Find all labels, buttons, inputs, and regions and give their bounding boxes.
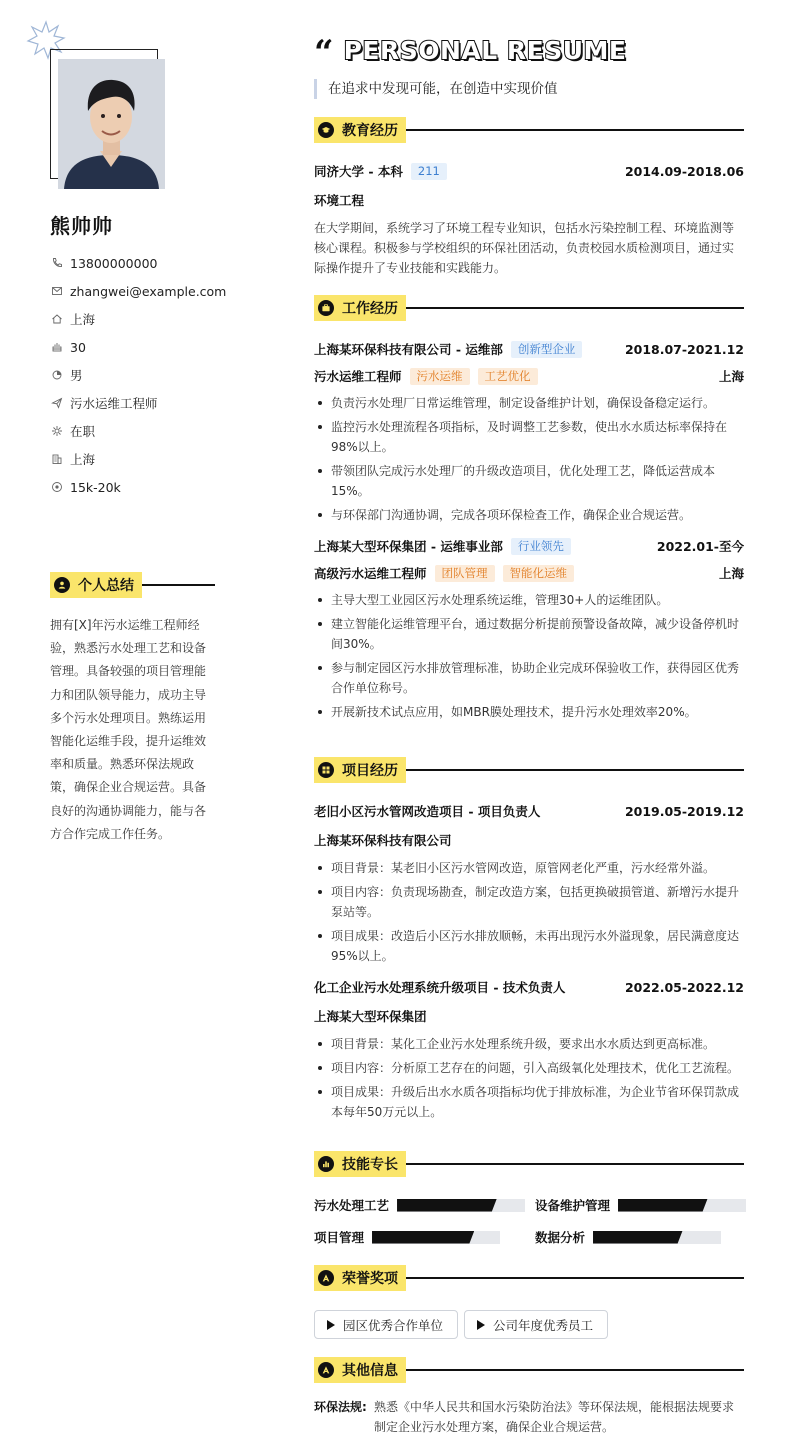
user-icon: [54, 577, 70, 593]
skill-name: 数据分析: [535, 1230, 586, 1245]
project-period: 2019.05-2019.12: [624, 803, 744, 819]
project-bullet: 项目内容：负责现场勘查，制定改造方案，包括更换破损管道、新增污水提升泵站等。: [314, 882, 744, 922]
work-bullet: 主导大型工业园区污水处理系统运维，管理30+人的运维团队。: [314, 590, 744, 610]
other-row: [314, 1397, 744, 1437]
project-header: [314, 802, 744, 820]
city-icon: [50, 452, 64, 466]
summary-divider: [142, 584, 215, 586]
education-title-tag: [314, 117, 406, 143]
education-major: 环境工程: [314, 193, 365, 208]
status-icon: [50, 424, 64, 438]
job-text: 污水运维工程师: [70, 396, 158, 411]
summary-section-header: [50, 572, 215, 598]
work-item-header: [314, 537, 744, 555]
resume-title-text: PERSONAL RESUME: [343, 35, 627, 65]
phone-text: 13800000000: [70, 255, 158, 271]
work-bullet: 负责污水处理厂日常运维管理，制定设备维护计划，确保设备稳定运行。: [314, 393, 744, 413]
skills-title: 技能专长: [342, 1157, 398, 1173]
other-title-tag: [314, 1357, 406, 1383]
project-item: [314, 802, 744, 966]
work-city: 上海: [718, 566, 744, 581]
work-role: 高级污水运维工程师: [314, 566, 427, 581]
slogan: 在追求中发现可能，在创造中实现价值: [314, 79, 558, 99]
work-role-row: [314, 564, 744, 582]
profile-name: 熊帅帅: [50, 214, 113, 238]
award-chip: [464, 1310, 608, 1339]
work-item: [314, 340, 744, 525]
briefcase-icon: [318, 300, 334, 316]
info-salary: [50, 473, 250, 501]
info-location: [50, 305, 250, 333]
work-badge: 行业领先: [511, 538, 571, 555]
work-title-tag: [314, 295, 406, 321]
project-bullet: 项目背景：某化工企业污水处理系统升级，要求出水水质达到更高标准。: [314, 1034, 744, 1054]
projects-section: [314, 757, 744, 1126]
play-icon: [477, 1320, 485, 1330]
work-section-header: [314, 295, 744, 321]
work-tag: 污水运维: [410, 368, 470, 385]
skill-name: 项目管理: [314, 1230, 365, 1245]
award-icon: [318, 1270, 334, 1286]
projects-section-header: [314, 757, 744, 783]
projects-title: 项目经历: [342, 763, 398, 779]
skill-bar-fill: [618, 1199, 708, 1212]
work-divider: [406, 307, 744, 309]
info-job: [50, 389, 250, 417]
other-value: 熟悉《中华人民共和国水污染防治法》等环保法规，能根据法规要求制定企业污水处理方案，确保企业合规运营。: [374, 1400, 735, 1434]
age-text: 30: [70, 339, 86, 355]
award-label: 公司年度优秀员工: [493, 1317, 594, 1333]
location-text: 上海: [70, 312, 96, 327]
project-period: 2022.05-2022.12: [624, 979, 744, 995]
skill-bar: [618, 1199, 746, 1212]
skills-title-tag: [314, 1151, 406, 1177]
summary-text: 拥有[X]年污水运维工程师经验，熟悉污水处理工艺和设备管理。具备较强的项目管理能力和团队领导能力，成功主导多个污水处理项目。熟练运用智能化运维手段，提升运维效率和质量。熟悉环保法规政策，确保企业合规运营。具备良好的沟通协调能力，能与各方合作完成工作任务。: [50, 618, 207, 841]
project-bullets: [314, 1034, 744, 1122]
skill-item: [535, 1197, 746, 1213]
work-item-header: [314, 340, 744, 358]
work-bullets: [314, 393, 744, 525]
age-icon: [50, 340, 64, 354]
other-section-header: [314, 1357, 744, 1383]
job-icon: [50, 396, 64, 410]
project-name: 化工企业污水处理系统升级项目 - 技术负责人: [314, 980, 566, 995]
work-role: 污水运维工程师: [314, 369, 402, 384]
work-item: [314, 537, 744, 722]
salary-icon: [50, 480, 64, 494]
work-tag: 团队管理: [435, 565, 495, 582]
info-phone: [50, 249, 250, 277]
email-text: zhangwei@example.com: [70, 283, 227, 299]
contact-info-list: [50, 249, 250, 501]
play-icon: [327, 1320, 335, 1330]
work-period: 2022.01-至今: [656, 539, 744, 554]
project-header: [314, 978, 744, 996]
work-city: 上海: [718, 369, 744, 384]
skill-bar-fill: [397, 1199, 497, 1212]
summary-title: 个人总结: [78, 578, 134, 594]
skills-section: [314, 1151, 744, 1177]
awards-divider: [406, 1277, 744, 1279]
work-bullet: 与环保部门沟通协调，完成各项环保检查工作，确保企业合规运营。: [314, 505, 744, 525]
other-divider: [406, 1369, 744, 1371]
status-text: 在职: [70, 424, 96, 439]
home-icon: [50, 312, 64, 326]
resume-title: [314, 30, 627, 73]
grid-icon: [318, 762, 334, 778]
work-title: 工作经历: [342, 301, 398, 317]
work-bullet: 参与制定园区污水排放管理标准，协助企业完成环保验收工作，获得园区优秀合作单位称号。: [314, 658, 744, 698]
project-bullet: 项目成果：改造后小区污水排放顺畅，未再出现污水外溢现象，居民满意度达95%以上。: [314, 926, 744, 966]
mail-icon: [50, 284, 64, 298]
skill-bar-fill: [593, 1231, 683, 1244]
work-tag: 智能化运维: [503, 565, 575, 582]
work-bullet: 建立智能化运维管理平台，通过数据分析提前预警设备故障，减少设备停机时间30%。: [314, 614, 744, 654]
skills-divider: [406, 1163, 744, 1165]
education-badge: 211: [411, 163, 447, 180]
projects-divider: [406, 769, 744, 771]
project-name: 老旧小区污水管网改造项目 - 项目负责人: [314, 804, 541, 819]
skill-item: [314, 1229, 500, 1245]
work-badge: 创新型企业: [511, 341, 583, 358]
quote-mark: “: [314, 33, 334, 73]
education-title: 教育经历: [342, 123, 398, 139]
phone-icon: [50, 256, 64, 270]
work-section: [314, 295, 744, 726]
project-bullet: 项目内容：分析原工艺存在的问题，引入高级氧化处理技术，优化工艺流程。: [314, 1058, 744, 1078]
project-org: 上海某大型环保集团: [314, 1009, 427, 1024]
work-tag: 工艺优化: [478, 368, 538, 385]
graduation-cap-icon: [318, 122, 334, 138]
education-school: 同济大学 - 本科: [314, 164, 403, 179]
skill-bar: [372, 1231, 500, 1244]
work-company: 上海某环保科技有限公司 - 运维部: [314, 342, 503, 357]
skill-item: [314, 1197, 525, 1213]
work-role-row: [314, 367, 744, 385]
project-item: [314, 978, 744, 1122]
work-period: 2018.07-2021.12: [624, 341, 744, 357]
city-text: 上海: [70, 452, 96, 467]
work-bullet: 监控污水处理流程各项指标，及时调整工艺参数，使出水水质达标率保持在98%以上。: [314, 417, 744, 457]
education-divider: [406, 129, 744, 131]
project-bullets: [314, 858, 744, 966]
gender-text: 男: [70, 368, 83, 383]
project-bullet: 项目成果：升级后出水水质各项指标均优于排放标准，为企业节省环保罚款成本每年50万元以上。: [314, 1082, 744, 1122]
info-age: [50, 333, 250, 361]
info-gender: [50, 361, 250, 389]
info-city: [50, 445, 250, 473]
education-desc: 在大学期间，系统学习了环境工程专业知识，包括水污染控制工程、环境监测等核心课程。积极参与学校组织的环保社团活动，负责校园水质检测项目，通过实际操作提升了专业技能和实践能力。: [314, 221, 735, 275]
info-icon: [318, 1362, 334, 1378]
work-bullet: 开展新技术试点应用，如MBR膜处理技术，提升污水处理效率20%。: [314, 702, 744, 722]
skill-name: 污水处理工艺: [314, 1198, 390, 1213]
award-chip: [314, 1310, 458, 1339]
skills-section-header: [314, 1151, 744, 1177]
work-bullets: [314, 590, 744, 722]
awards-section-header: [314, 1265, 744, 1291]
other-section: [314, 1357, 744, 1437]
other-title: 其他信息: [342, 1363, 398, 1379]
gender-icon: [50, 368, 64, 382]
salary-text: 15k-20k: [70, 479, 121, 495]
education-section-header: [314, 117, 744, 143]
chart-icon: [318, 1156, 334, 1172]
projects-title-tag: [314, 757, 406, 783]
summary-title-tag: [50, 572, 142, 598]
awards-section: [314, 1265, 744, 1339]
award-label: 园区优秀合作单位: [343, 1317, 444, 1333]
awards-list: [314, 1310, 744, 1339]
skill-bar: [593, 1231, 721, 1244]
skill-bar-fill: [372, 1231, 474, 1244]
other-key: 环保法规:: [314, 1400, 367, 1414]
awards-title: 荣誉奖项: [342, 1271, 398, 1287]
education-period: 2014.09-2018.06: [624, 163, 744, 179]
skill-item: [535, 1229, 721, 1245]
sidebar: [0, 0, 260, 1441]
project-bullet: 项目背景：某老旧小区污水管网改造，原管网老化严重，污水经常外溢。: [314, 858, 744, 878]
avatar: [58, 59, 165, 189]
education-section: [314, 117, 744, 278]
skill-bar: [397, 1199, 525, 1212]
work-company: 上海某大型环保集团 - 运维事业部: [314, 539, 503, 554]
education-row: [314, 162, 744, 180]
info-email: [50, 277, 250, 305]
skill-name: 设备维护管理: [535, 1198, 611, 1213]
awards-title-tag: [314, 1265, 406, 1291]
work-bullet: 带领团队完成污水处理厂的升级改造项目，优化处理工艺，降低运营成本15%。: [314, 461, 744, 501]
info-status: [50, 417, 250, 445]
project-org: 上海某环保科技有限公司: [314, 833, 452, 848]
